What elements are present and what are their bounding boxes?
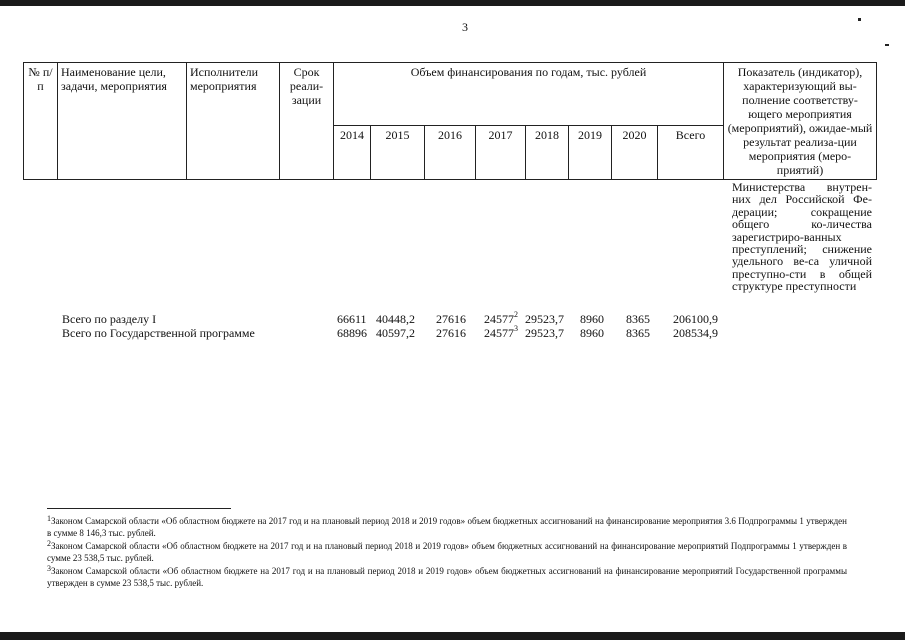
total-value: 40597,2 (376, 326, 415, 340)
total-value: 8365 (626, 312, 650, 326)
indicator-continuation: Министерства внутрен-них дел Российской Фе-дерации; сокращение общего ко-личества зарегистриро-ванных преступлений; снижение удельного ве-са уличной преступно-сти в общей структуре преступности (732, 180, 872, 294)
year-header: 2019 (569, 125, 612, 179)
total-value: 8960 (580, 326, 604, 340)
header-financing: Объем финансирования по годам, тыс. рублей (334, 63, 724, 126)
footnote-mark: 2 (514, 310, 518, 319)
footnote-mark: 3 (514, 324, 518, 333)
total-value: 66611 (337, 312, 367, 326)
year-header: 2018 (526, 125, 569, 179)
header-indicator: Показатель (индикатор), характеризующий вы-полнение соответству-ющего мероприятия (мероприятий), ожидае-мый результат реализа-ции мероприятия (меро-приятий) (724, 63, 877, 180)
scan-top-border (0, 0, 905, 6)
total-value: 24577$^2$ (484, 310, 518, 326)
scan-speck (858, 18, 861, 21)
year-header: 2015 (371, 125, 425, 179)
scan-speck (885, 44, 889, 46)
year-header: 2014 (334, 125, 371, 179)
total-label-program: Всего по Государственной программе (62, 326, 255, 340)
header-executors: Исполнители мероприятия (187, 63, 280, 180)
total-value: 24577$^3$ (484, 324, 518, 340)
year-header: 2017 (476, 125, 526, 179)
header-name: Наименование цели, задачи, мероприятия (58, 63, 187, 180)
header-term: Срок реали-зации (280, 63, 334, 180)
footnote: $^3$Законом Самарской области «Об областном бюджете на 2017 год и на плановый период 2018 и 2019 годов» объем бюджетных ассигнований на финансирование мероприятий Государственной программы утвержден в сумме 23 538,5 тыс. рублей. (47, 564, 847, 588)
total-value: 208534,9 (673, 326, 718, 340)
total-label-section: Всего по разделу I (62, 312, 157, 326)
year-header: 2020 (612, 125, 658, 179)
scan-bottom-border (0, 632, 905, 640)
total-value: 68896 (337, 326, 367, 340)
total-value: 29523,7 (525, 312, 564, 326)
total-value: 8365 (626, 326, 650, 340)
year-header: Всего (658, 125, 724, 179)
footnote-separator (47, 508, 231, 509)
total-value: 29523,7 (525, 326, 564, 340)
page-number: 3 (462, 20, 468, 34)
footnote: $^1$Законом Самарской области «Об областном бюджете на 2017 год и на плановый период 2018 и 2019 годов» объем бюджетных ассигнований на финансирование мероприятия 3.6 Подпрограммы 1 утвержден в сумме 8 146,3 тыс. рублей. (47, 514, 847, 538)
total-value: 206100,9 (673, 312, 718, 326)
total-value: 8960 (580, 312, 604, 326)
total-value: 40448,2 (376, 312, 415, 326)
header-table (23, 62, 877, 180)
header-num: № п/п (24, 63, 58, 180)
total-value: 27616 (436, 312, 466, 326)
total-value: 27616 (436, 326, 466, 340)
footnote: $^2$Законом Самарской области «Об областном бюджете на 2017 год и на плановый период 2018 и 2019 годов» объем бюджетных ассигнований на финансирование мероприятий Подпрограммы 1 утвержден в сумме 23 538,5 тыс. рублей. (47, 539, 847, 563)
year-header: 2016 (425, 125, 476, 179)
